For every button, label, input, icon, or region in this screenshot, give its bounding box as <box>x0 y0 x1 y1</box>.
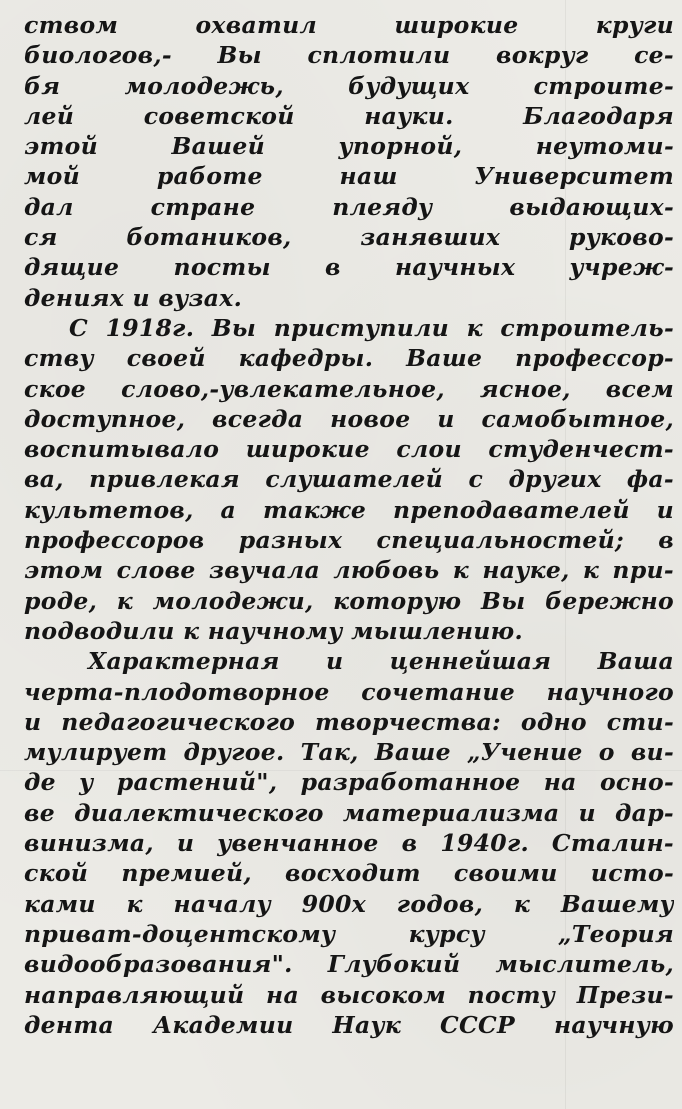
text-line: ва, привлекая слушателей с других фа- <box>24 465 674 494</box>
text-line: дениях и вузах. <box>24 283 243 312</box>
paragraph-start-line: Характерная и ценнейшая Ваша <box>88 647 674 676</box>
text-line: дящие посты в научных учреж- <box>24 253 674 282</box>
text-line: и педагогического творчества: одно сти- <box>24 707 674 736</box>
text-line: дал стране плеяду выдающих- <box>24 192 674 221</box>
text-line: дента Академии Наук СССР научную <box>24 1010 674 1039</box>
text-line: воспитывало широкие слои студенчест- <box>24 435 674 464</box>
text-line: де у растений", разработанное на осно- <box>24 768 674 797</box>
text-line: черта-плодотворное сочетание научного <box>24 677 674 706</box>
text-line: ское слово,-увлекательное, ясное, всем <box>24 374 674 403</box>
text-line: направляющий на высоком посту Прези- <box>24 980 674 1009</box>
text-line: этом слове звучала любовь к науке, к при- <box>24 556 674 585</box>
paragraph-start-line: С 1918г. Вы приступили к строитель- <box>69 313 674 342</box>
text-line: видообразования". Глубокий мыслитель, <box>24 950 674 979</box>
text-line: лей советской науки. Благодаря <box>24 101 674 130</box>
text-line: мой работе наш Университет <box>24 162 674 191</box>
text-line: винизма, и увенчанное в 1940г. Сталин- <box>24 829 674 858</box>
text-line: культетов, а также преподавателей и <box>24 495 674 524</box>
handwritten-text <box>24 10 674 1040</box>
text-line: доступное, всегда новое и самобытное, <box>24 404 674 433</box>
text-line: этой Вашей упорной, неутоми- <box>24 132 674 161</box>
text-line: подводили к научному мышлению. <box>24 616 523 645</box>
text-line: роде, к молодежи, которую Вы бережно <box>24 586 674 615</box>
text-line: ве диалектического материализма и дар- <box>24 798 674 827</box>
text-line: ством охватил широкие круги <box>24 11 674 39</box>
text-line: ству своей кафедры. Ваше профессор- <box>24 344 674 373</box>
text-line: ками к началу 900х годов, к Вашему <box>24 889 674 918</box>
text-line: приват-доцентскому курсу „Теория <box>24 919 674 948</box>
text-line: биологов,- Вы сплотили вокруг се- <box>24 41 674 70</box>
text-line: ся ботаников, занявших руково- <box>24 223 674 252</box>
text-line: ской премией, восходит своими исто- <box>24 859 674 888</box>
text-line: бя молодежь, будущих строите- <box>24 71 674 100</box>
text-line: профессоров разных специальностей; в <box>24 526 674 555</box>
text-line: мулирует другое. Так, Ваше „Учение о ви- <box>24 738 674 767</box>
